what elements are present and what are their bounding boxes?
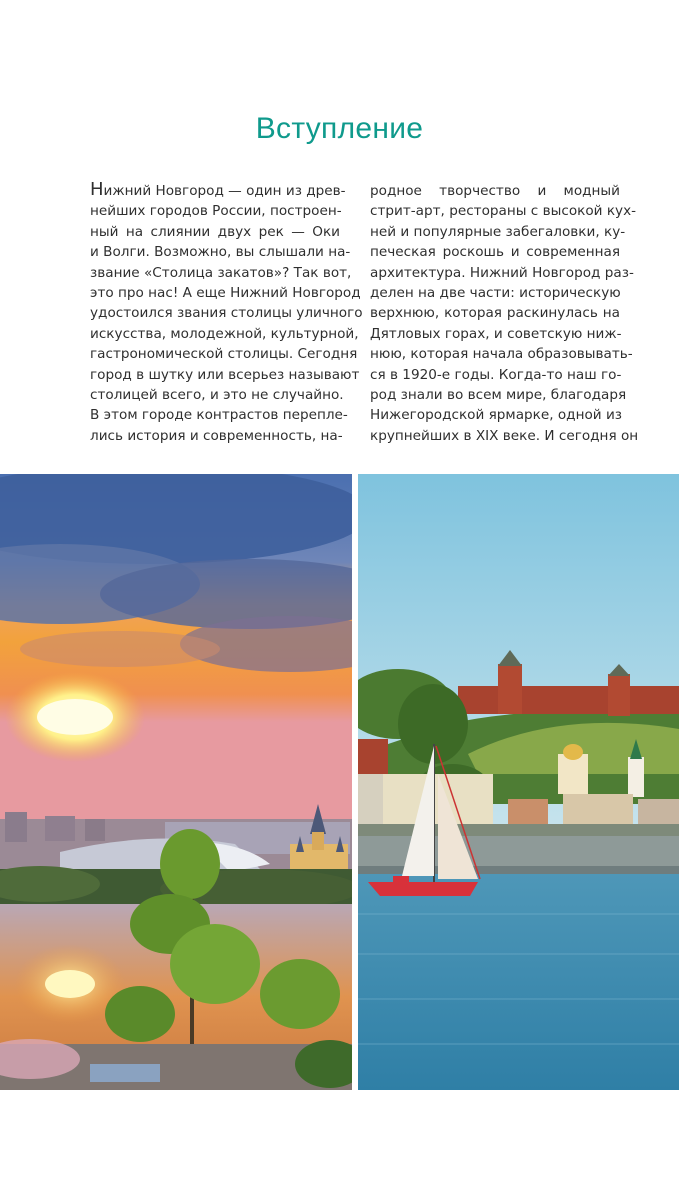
text-line: лись история и современность, на- <box>90 427 343 444</box>
text-line: стрит-арт, рестораны с высокой кух- <box>370 203 637 220</box>
text-line: архитектура. Нижний Новгород раз- <box>370 264 634 281</box>
text-column-right <box>370 181 639 446</box>
text-line: верхнюю, которая раскинулась на <box>370 305 620 322</box>
text-line: нюю, которая начала образовывать- <box>370 346 633 363</box>
text-line: нейших городов России, построен- <box>90 203 342 220</box>
text-line: ней и популярные забегаловки, ку- <box>370 223 626 240</box>
text-line: ся в 1920-е годы. Когда-то наш го- <box>370 366 622 383</box>
dropcap: Н <box>90 179 104 200</box>
text-line: Нижний Новгород — один из древ- <box>90 179 346 200</box>
text-line: и Волги. Возможно, вы слышали на- <box>90 244 351 261</box>
text-line: печеская роскошь и современная <box>370 244 620 261</box>
text-column-left <box>90 179 363 446</box>
text-line: столицей всего, и это не случайно. <box>90 387 344 404</box>
text-line: Нижегородской ярмарке, одной из <box>370 407 623 424</box>
text-line: удостоился звания столицы уличного <box>90 305 363 322</box>
sunset-photo <box>0 474 352 1090</box>
text-line: звание «Столица закатов»? Так вот, <box>90 264 352 281</box>
text-line: крупнейших в XIX веке. И сегодня он <box>370 427 639 444</box>
text-line: Дятловых горах, и советскую ниж- <box>370 325 622 342</box>
page-title: Вступление <box>255 112 424 145</box>
text-line: гастрономической столицы. Сегодня <box>90 346 358 363</box>
text-line: В этом городе контрастов перепле- <box>90 407 348 424</box>
text-line: родное творчество и модный <box>370 183 620 199</box>
text-line: делен на две части: историческую <box>370 285 621 302</box>
text-line: город в шутку или всерьез называют <box>90 366 360 383</box>
text-line: это про нас! А еще Нижний Новгород <box>90 285 361 302</box>
text-line: искусства, молодежной, культурной, <box>90 325 359 342</box>
kremlin-sailboat-photo <box>358 474 679 1090</box>
text-line: род знали во всем мире, благодаря <box>370 387 627 404</box>
text-line: ный на слиянии двух рек — Оки <box>90 223 340 240</box>
